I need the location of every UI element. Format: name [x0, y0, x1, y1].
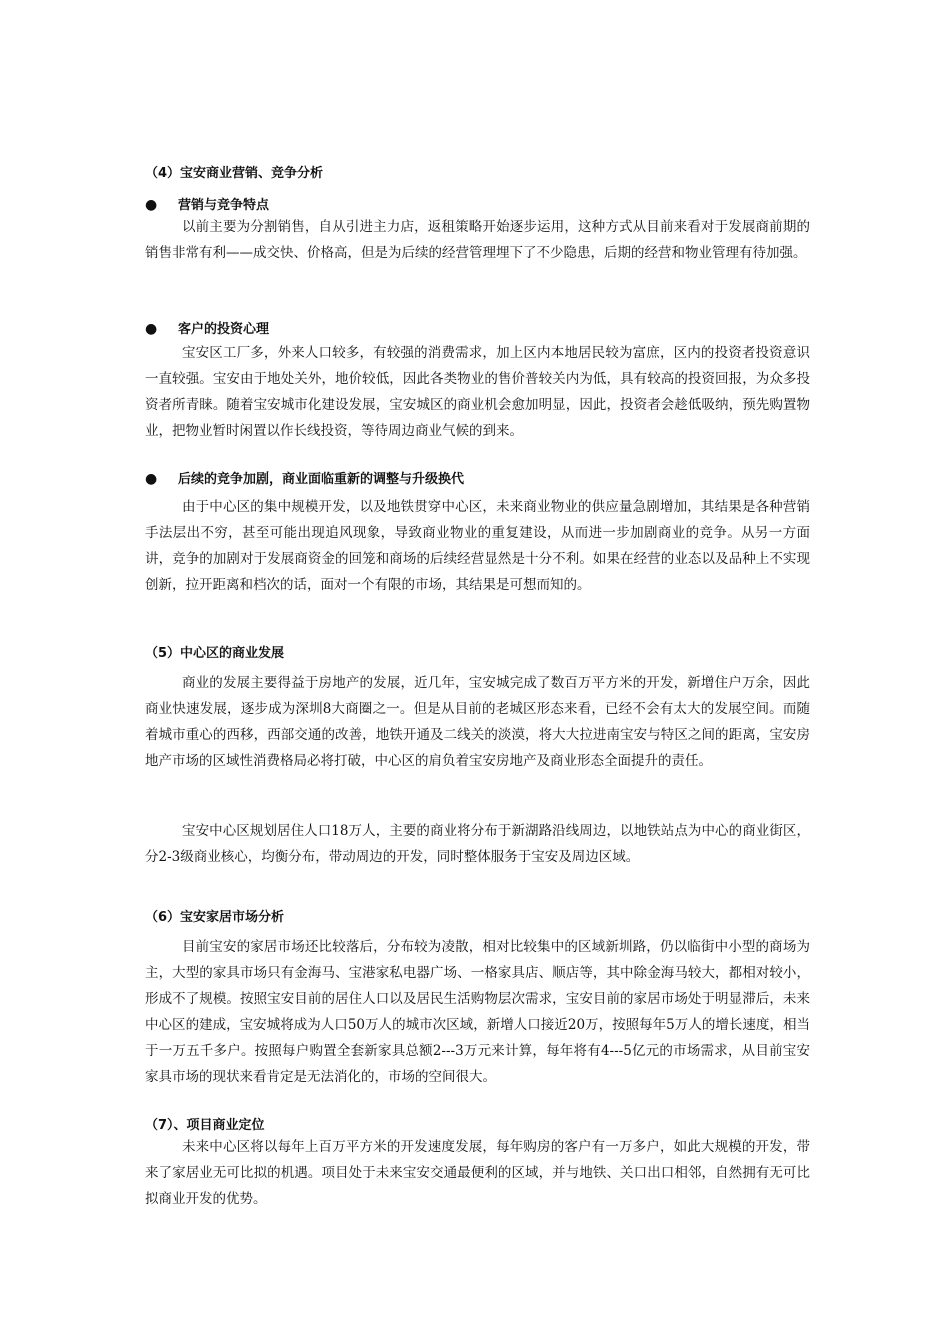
section-5-heading: （5）中心区的商业发展	[145, 646, 285, 661]
paragraph-investor-psychology: 宝安区工厂多，外来人口较多，有较强的消费需求，加上区内本地居民较为富庶，区内的投资者投资意识一直较强。宝安由于地处关外，地价较低，因此各类物业的售价普较关内为低，具有较高的投资回报，为众多投资者所青睐。随着宝安城市化建设发展，宝安城区的商业机会愈加明显，因此，投资者会趁低吸纳，预先购置物业，把物业暂时闲置以作长线投资，等待周边商业气候的到来。	[145, 345, 810, 439]
paragraph-competition-upgrade: 由于中心区的集中规模开发，以及地铁贯穿中心区，未来商业物业的供应量急剧增加，其结果是各种营销手法层出不穷，甚至可能出现追风现象，导致商业物业的重复建设，从而进一步加剧商业的竞争。从另一方面讲，竞争的加剧对于发展商资金的回笼和商场的后续经营显然是十分不利。如果在经营的业态以及品种上不实现创新，拉开距离和档次的话，面对一个有限的市场，其结果是可想而知的。	[145, 499, 810, 593]
bullet-dot-icon: ●	[145, 197, 158, 213]
paragraph-marketing-competition: 以前主要为分割销售，自从引进主力店，返租策略开始逐步运用，这种方式从目前来看对于发展商前期的销售非常有利——成交快、价格高，但是为后续的经营管理埋下了不少隐患，后期的经营和物业管理有待加强。	[145, 219, 810, 261]
section-7-heading: （7）、项目商业定位	[145, 1118, 265, 1133]
section-4-heading: （4）宝安商业营销、竞争分析	[145, 166, 324, 181]
bullet-title: 营销与竞争特点	[178, 198, 270, 213]
bullet-marketing-competition	[145, 194, 269, 213]
bullet-dot-icon: ●	[145, 321, 158, 337]
bullet-competition-upgrade	[145, 468, 464, 487]
paragraph-project-positioning: 未来中心区将以每年上百万平方米的开发速度发展，每年购房的客户有一万多户，如此大规模的开发，带来了家居业无可比拟的机遇。项目处于未来宝安交通最便利的区域，并与地铁、关口出口相邻，自然拥有无可比拟商业开发的优势。	[145, 1139, 810, 1207]
paragraph-center-development-2: 宝安中心区规划居住人口18万人，主要的商业将分布于新湖路沿线周边，以地铁站点为中心的商业街区，分2-3级商业核心，均衡分布，带动周边的开发，同时整体服务于宝安及周边区域。	[145, 823, 810, 865]
bullet-title: 客户的投资心理	[178, 322, 270, 337]
section-6-heading: （6）宝安家居市场分析	[145, 910, 285, 925]
bullet-dot-icon: ●	[145, 471, 158, 487]
bullet-investor-psychology	[145, 318, 269, 337]
paragraph-furniture-market: 目前宝安的家居市场还比较落后，分布较为凌散，相对比较集中的区域新圳路，仍以临街中小型的商场为主，大型的家具市场只有金海马、宝港家私电器广场、一格家具店、顺店等，其中除金海马较大，都相对较小，形成不了规模。按照宝安目前的居住人口以及居民生活购物层次需求，宝安目前的家居市场处于明显滞后，未来中心区的建成，宝安城将成为人口50万人的城市次区域，新增人口接近20万，按照每年5万人的增长速度，相当于一万五千多户。按照每户购置全套新家具总额2---3万元来计算，每年将有4---5亿元的市场需求，从目前宝安家具市场的现状来看肯定是无法消化的，市场的空间很大。	[145, 939, 810, 1085]
bullet-title: 后续的竞争加剧，商业面临重新的调整与升级换代	[178, 472, 465, 487]
paragraph-center-development-1: 商业的发展主要得益于房地产的发展，近几年，宝安城完成了数百万平方米的开发，新增住户万余，因此商业快速发展，逐步成为深圳8大商圈之一。但是从目前的老城区形态来看，已经不会有太大的发展空间。而随着城市重心的西移，西部交通的改善，地铁开通及二线关的淡漠，将大大拉进南宝安与特区之间的距离，宝安房地产市场的区域性消费格局必将打破，中心区的肩负着宝安房地产及商业形态全面提升的责任。	[145, 675, 810, 769]
